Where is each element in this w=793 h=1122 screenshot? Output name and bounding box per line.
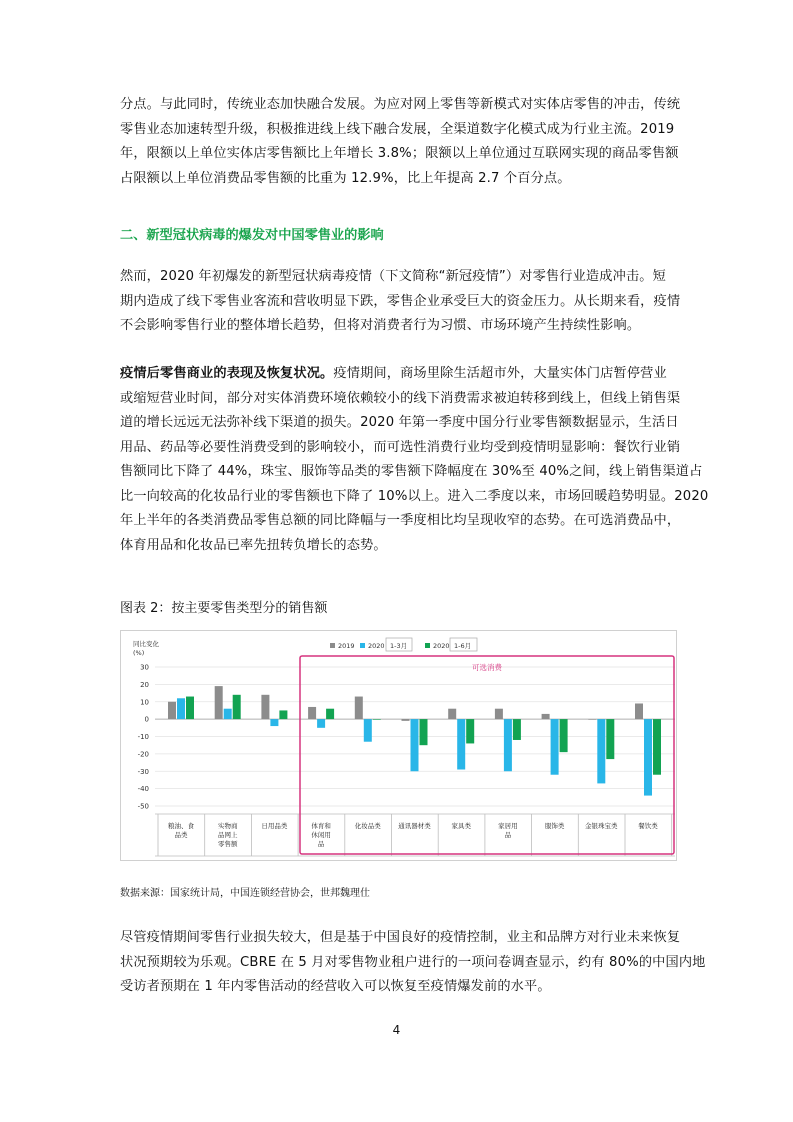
text-line: 或缩短营业时间，部分对实体消费环境依赖较小的线下消费需求被迫转移到线上，但线上销售渠: [120, 390, 681, 406]
y-axis-label: (%): [133, 649, 145, 657]
text-line: 状况预期较为乐观。CBRE 在 5 月对零售物业租户进行的一项问卷调查显示，约有 80%的中国内地: [120, 954, 706, 970]
y-tick-label: -50: [137, 802, 149, 811]
category-label: 品网上: [217, 831, 238, 839]
legend-label: 2020: [433, 642, 450, 650]
legend-swatch: [360, 643, 365, 648]
y-tick-label: 30: [140, 663, 149, 672]
category-label: 品: [317, 840, 325, 848]
bar-series-1: [261, 695, 269, 719]
text-line: 体育用品和化妆品已率先扭转负增长的态势。: [120, 537, 387, 553]
category-label: 日用品类: [261, 822, 288, 830]
text-line: 尽管疫情期间零售行业损失较大，但是基于中国良好的疫情控制，业主和品牌方对行业未来恢复: [120, 930, 681, 945]
outlook-paragraph: [120, 926, 706, 1000]
category-label: 餐饮类: [638, 822, 658, 830]
bar-series-1: [495, 709, 503, 719]
text-line: 分点。与此同时，传统业态加快融合发展。为应对网上零售等新模式对实体店零售的冲击，传统: [120, 97, 681, 112]
text-line: 用品、药品等必要性消费受到的影响较小，而可选性消费行业均受到疫情明显影响：餐饮行业销: [120, 439, 681, 455]
bar-series-2: [504, 719, 512, 771]
category-label: 休闲用: [311, 831, 331, 839]
bar-series-1: [308, 707, 316, 719]
bar-series-1: [402, 719, 410, 721]
y-tick-label: -30: [137, 767, 149, 776]
bar-series-3: [326, 709, 334, 719]
text-line: [120, 362, 680, 387]
category-label: 品: [504, 831, 512, 839]
legend-label: 2019: [338, 642, 355, 650]
bar-series-3: [373, 719, 381, 720]
bar-series-2: [644, 719, 652, 795]
bar-series-2: [597, 719, 605, 783]
y-tick-label: 10: [140, 698, 149, 707]
category-label: 家具类: [451, 822, 471, 830]
category-label: 粮油、食: [168, 822, 194, 830]
bar-series-1: [635, 703, 643, 719]
data-source: 数据来源：国家统计局，中国连锁经营协会，世邦魏理仕: [120, 888, 370, 899]
text-line: 年，限额以上单位实体店零售额比上年增长 3.8%；限额以上单位通过互联网实现的商品零售额: [120, 146, 679, 161]
legend-swatch: [425, 643, 430, 648]
bar-series-3: [560, 719, 568, 752]
text-line: 比一向较高的化妆品行业的零售额也下降了 10%以上。进入二季度以来，市场回暖趋势明显。2020: [120, 488, 709, 504]
legend-label: 1-6月: [454, 642, 472, 650]
text-line: 受访者预期在 1 年内零售活动的经营收入可以恢复至疫情爆发前的水平。: [120, 979, 551, 994]
category-label: 服饰类: [544, 822, 565, 830]
bar-series-1: [355, 697, 363, 720]
bar-series-1: [215, 686, 223, 719]
sales-by-category-chart: [120, 630, 680, 862]
category-label: 品类: [174, 831, 188, 839]
y-tick-label: -40: [137, 785, 149, 794]
text-run: 疫情期间，商场里除生活超市外，大量实体门店暂停营业: [333, 366, 667, 381]
highlight-label: 可选消费: [472, 663, 502, 672]
figure-caption: 图表 2：按主要零售类型分的销售额: [120, 601, 328, 616]
text-line: 道的增长远远无法弥补线下渠道的损失。2020 年第一季度中国分行业零售额数据显示，生活日: [120, 415, 679, 430]
bar-series-3: [653, 719, 661, 775]
bar-series-1: [542, 714, 550, 719]
text-line: 售额同比下降了 44%，珠宝、服饰等品类的零售额下降幅度在 30%至 40%之间，线上销售渠道占: [120, 464, 703, 479]
section-heading: 二、新型冠状病毒的爆发对中国零售业的影响: [120, 228, 384, 243]
category-label: 家居用: [498, 822, 518, 830]
bar-series-2: [551, 719, 559, 775]
bar-series-1: [588, 719, 596, 720]
category-label: 体育和: [311, 822, 331, 830]
category-label: 化妆品类: [354, 822, 381, 830]
text-line: 然而，2020 年初爆发的新型冠状病毒疫情（下文简称“新冠疫情”）对零售行业造成冲击。短: [120, 269, 666, 284]
legend-label: 2020: [368, 642, 385, 650]
text-line: 期内造成了线下零售业客流和营收明显下跌，零售企业承受巨大的资金压力。从长期来看，疫情: [120, 293, 681, 309]
legend-swatch: [330, 643, 335, 648]
bar-series-2: [411, 719, 419, 771]
bar-series-2: [224, 709, 232, 719]
text-line: 零售业态加速转型升级，积极推进线上线下融合发展，全渠道数字化模式成为行业主流。2019: [120, 121, 675, 137]
bar-series-2: [317, 719, 325, 728]
bar-series-2: [177, 698, 185, 719]
category-label: 通讯器材类: [398, 822, 431, 830]
category-label: 金银珠宝类: [585, 822, 618, 830]
y-tick-label: -10: [137, 733, 149, 741]
bar-series-3: [233, 695, 241, 719]
recovery-paragraph: [120, 362, 709, 558]
bar-series-2: [457, 719, 465, 769]
bar-series-3: [279, 710, 287, 719]
bar-series-3: [513, 719, 521, 740]
bar-series-1: [448, 709, 456, 719]
text-line: 年上半年的各类消费品零售总额的同比降幅与一季度相比均呈现收窄的态势。在可选消费品中，: [120, 513, 681, 528]
y-tick-label: -20: [137, 750, 149, 759]
bar-series-3: [186, 697, 194, 720]
bar-series-3: [606, 719, 614, 759]
bar-series-2: [364, 719, 372, 742]
intro-paragraph: [120, 93, 680, 191]
text-line: 占限额以上单位消费品零售额的比重为 12.9%，比上年提高 2.7 个百分点。: [120, 170, 571, 186]
y-tick-label: 20: [140, 680, 149, 689]
y-axis-label: 同比变化: [133, 640, 159, 648]
bold-lead: 疫情后零售商业的表现及恢复状况。: [120, 366, 334, 381]
bar-series-3: [420, 719, 428, 745]
bar-series-3: [466, 719, 474, 743]
covid-impact-paragraph: [120, 265, 680, 339]
y-tick-label: 0: [144, 715, 149, 724]
bar-series-1: [168, 702, 176, 719]
page-number: 4: [392, 1023, 401, 1037]
category-label: 实物商: [217, 822, 238, 830]
bar-series-2: [270, 719, 278, 726]
text-line: 不会影响零售行业的整体增长趋势，但将对消费者行为习惯、市场环境产生持续性影响。: [120, 318, 641, 333]
legend-label: 1-3月: [390, 642, 408, 650]
category-label: 零售额: [217, 840, 238, 848]
